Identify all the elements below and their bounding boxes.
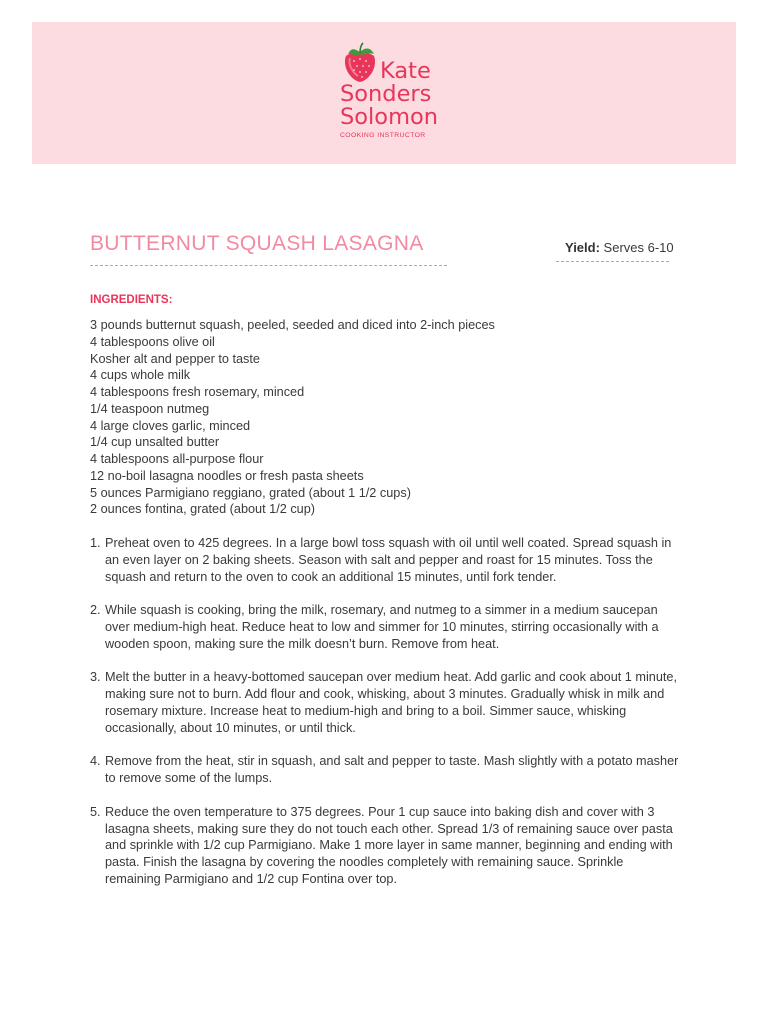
ingredient-item: 4 large cloves garlic, minced <box>90 418 251 433</box>
step-text: Remove from the heat, stir in squash, and salt and pepper to taste. Mash slightly with a potato masher to remove some of the lumps. <box>105 754 679 786</box>
ingredients-list <box>90 317 495 518</box>
ingredient-item: 4 tablespoons olive oil <box>90 334 215 349</box>
yield-info <box>565 240 674 255</box>
ingredient-item: 4 tablespoons fresh rosemary, minced <box>90 385 305 399</box>
instruction-step <box>90 535 680 585</box>
instruction-step <box>90 602 680 652</box>
yield-label: Yield: <box>565 240 600 255</box>
instruction-step <box>90 669 680 736</box>
brand-subtitle: COOKING INSTRUCTOR <box>340 132 426 139</box>
step-text: Melt the butter in a heavy-bottomed saucepan over medium heat. Add garlic and cook about 1 minute, making sure not to burn. Add flour and cook, whisking, about 3 minutes. Gradually whisk in milk and rosemary mixture. Increase heat to medium-high and bring to a boil. Simmer sauce, whisking occasionally, about 10 minutes, or until thick. <box>105 670 677 735</box>
ingredient-item: 5 ounces Parmigiano reggiano, grated (about 1 1/2 cups) <box>90 485 411 500</box>
step-text: While squash is cooking, bring the milk, rosemary, and nutmeg to a simmer in a medium saucepan over medium-high heat. Reduce heat to low and simmer for 10 minutes, stirring occasionally with a wooden spoon, making sure the milk doesn’t burn. Remove from heat. <box>105 603 659 651</box>
ingredient-item: 1/4 teaspoon nutmeg <box>90 401 210 416</box>
ingredient-item: 2 ounces fontina, grated (about 1/2 cup) <box>90 502 316 517</box>
ingredients-heading: INGREDIENTS: <box>90 294 173 306</box>
brand-name <box>340 60 438 129</box>
brand-name-line-3: Solomon <box>340 104 439 130</box>
recipe-title: BUTTERNUT SQUASH LASAGNA <box>90 232 424 255</box>
ingredient-item: 12 no-boil lasagna noodles or fresh pasta sheets <box>90 468 364 483</box>
instruction-step <box>90 804 680 888</box>
step-text: Preheat oven to 425 degrees. In a large bowl toss squash with oil until well coated. Spread squash in an even layer on 2 baking sheets. Season with salt and pepper and roast for 15 minutes. Toss the squash and return to the oven to cook an additional 15 minutes, until fork tender. <box>105 536 672 584</box>
step-number: 4. <box>90 754 101 769</box>
ingredient-item: Kosher alt and pepper to taste <box>90 351 260 366</box>
ingredient-item: 1/4 cup unsalted butter <box>90 435 220 450</box>
yield-divider <box>556 261 669 262</box>
ingredient-item: 3 pounds butternut squash, peeled, seeded and diced into 2-inch pieces <box>90 318 495 332</box>
yield-value: Serves 6-10 <box>603 240 674 255</box>
instruction-step <box>90 753 680 787</box>
brand-logo <box>340 40 450 150</box>
title-divider <box>90 265 447 266</box>
step-number: 2. <box>90 603 101 618</box>
step-number: 3. <box>90 670 101 685</box>
step-number: 1. <box>90 536 101 550</box>
instructions-list <box>90 535 680 905</box>
ingredient-item: 4 cups whole milk <box>90 368 191 383</box>
step-number: 5. <box>90 804 101 819</box>
step-text: Reduce the oven temperature to 375 degrees. Pour 1 cup sauce into baking dish and cover with 3 lasagna sheets, making sure they do not touch each other. Spread 1/3 of remaining sauce over pasta and sprinkle with 1/2 cup Parmigiano. Make 1 more layer in same manner, beginning and ending with pasta. Finish the lasagna by covering the noodles completely with remaining sauce. Sprinkle remaining Parmigiano and 1/2 cup Fontina over top. <box>105 804 673 886</box>
brand-name-line-1: Kate <box>380 58 431 84</box>
ingredient-item: 4 tablespoons all-purpose flour <box>90 452 264 466</box>
brand-name-line-2: Sonders <box>340 81 432 107</box>
